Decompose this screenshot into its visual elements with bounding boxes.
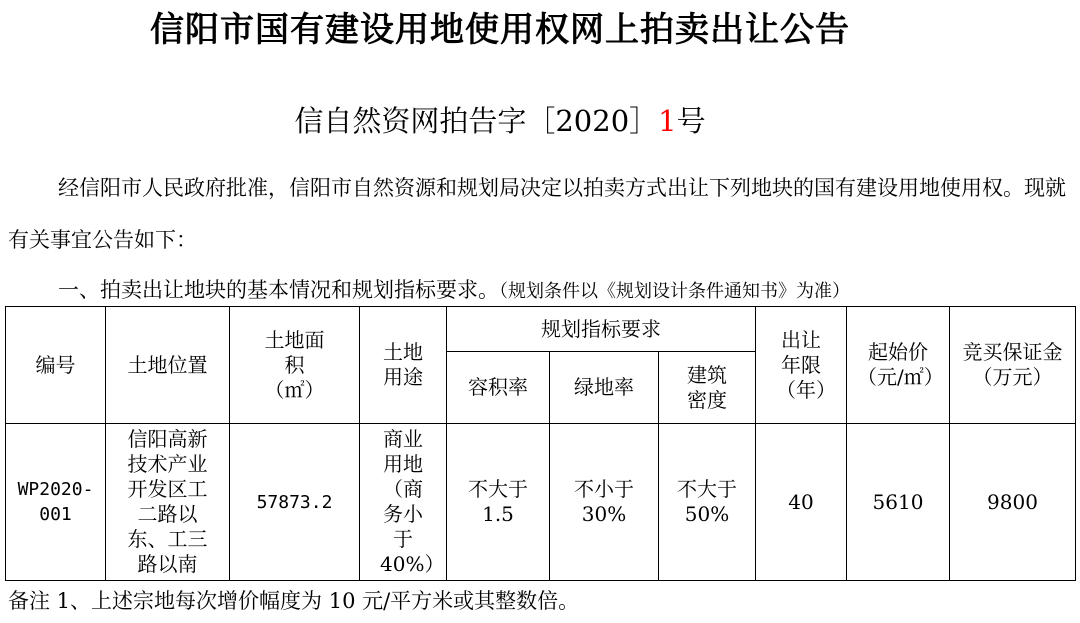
document-number	[0, 99, 1000, 140]
header-price: 起始价（元/㎡）	[847, 307, 950, 424]
cell-location: 信阳高新技术产业开发区工二路以东、工三路以南	[106, 424, 230, 581]
cell-density: 不大于50%	[659, 424, 756, 581]
cell-deposit: 9800	[950, 424, 1076, 581]
intro-paragraph: 经信阳市人民政府批准，信阳市自然资源和规划局决定以拍卖方式出让下列地块的国有建设用地使用权。现就有关事宜公告如下：	[8, 176, 1066, 252]
section-1-title: 一、拍卖出让地块的基本情况和规划指标要求。	[58, 278, 499, 302]
notice-title: 信阳市国有建设用地使用权网上拍卖出让公告	[150, 10, 850, 50]
section-1-note: （规划条件以《规划设计条件通知书》为准）	[499, 281, 850, 302]
header-use: 土地用途	[360, 307, 447, 424]
table-row	[6, 424, 1076, 581]
cell-price: 5610	[847, 424, 950, 581]
cell-id: WP2020-001	[6, 424, 106, 581]
cell-term: 40	[756, 424, 847, 581]
header-location: 土地位置	[106, 307, 230, 424]
header-density: 建筑密度	[659, 352, 756, 424]
doc-number-value: 1	[658, 104, 677, 138]
header-deposit: 竞买保证金（万元）	[950, 307, 1076, 424]
header-term: 出让年限（年）	[756, 307, 847, 424]
cell-area: 57873.2	[230, 424, 360, 581]
footnote: 备注 1、上述宗地每次增价幅度为 10 元/平方米或其整数倍。	[8, 589, 580, 613]
cell-green: 不小于30%	[550, 424, 659, 581]
header-id: 编号	[6, 307, 106, 424]
doc-number-prefix: 信自然资网拍告字［2020］	[294, 104, 659, 138]
doc-number-suffix: 号	[676, 104, 706, 138]
cell-far: 不大于1.5	[447, 424, 550, 581]
header-green: 绿地率	[550, 352, 659, 424]
header-planning: 规划指标要求	[447, 307, 756, 352]
header-far: 容积率	[447, 352, 550, 424]
cell-use: 商业用地（商务小于40%）	[360, 424, 447, 581]
land-parcel-table	[5, 306, 1076, 581]
section-1-heading	[58, 274, 850, 304]
header-area: 土地面积（㎡）	[230, 307, 360, 424]
